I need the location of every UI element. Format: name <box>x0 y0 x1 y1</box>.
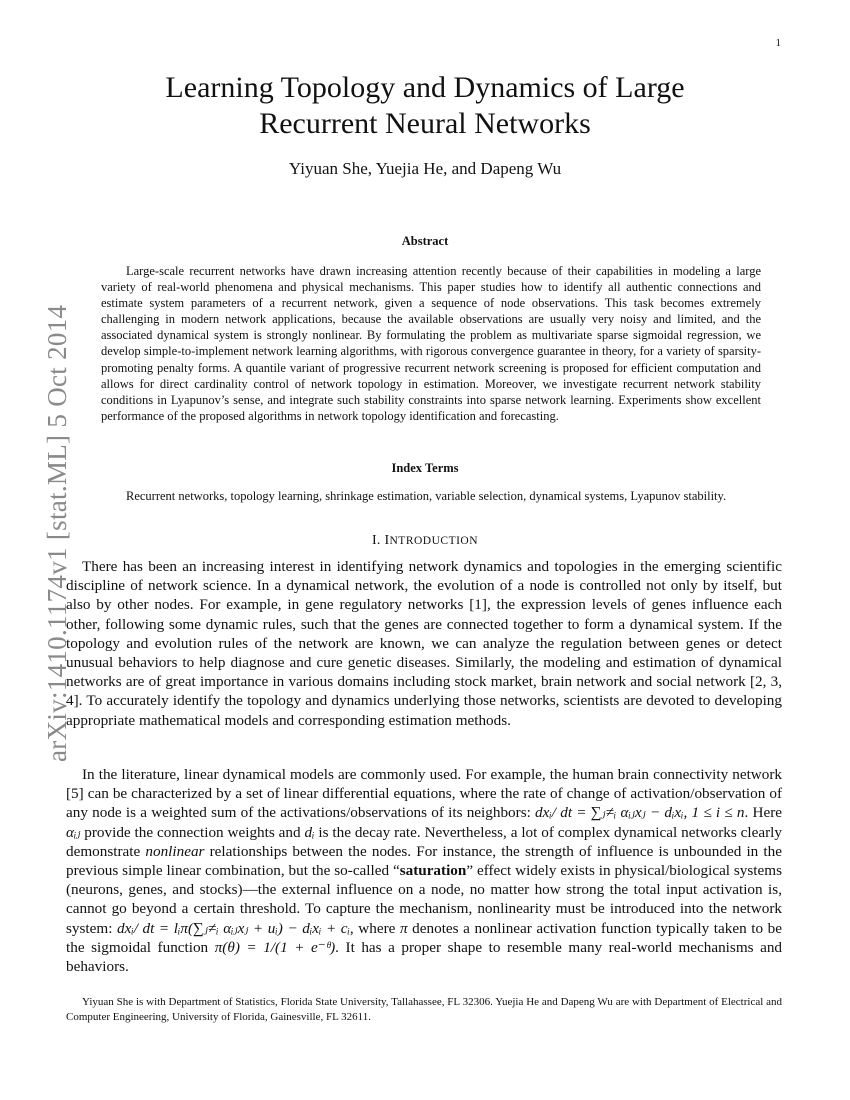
text-run: . Here <box>744 804 782 822</box>
symbol-pi: π <box>399 919 408 937</box>
introduction-heading <box>70 533 780 549</box>
paper-title <box>70 70 780 142</box>
intro-paragraph-1: There has been an increasing interest in identifying network dynamics and topologies in the emerging scientific discipline of network science. In a dynamical network, the evolution of a node is controlled not only by itself, but also by other nodes. For example, in gene regulatory networks [1], the expression levels of genes influence each other, following some dynamic rules, such that the genes are connected together to form a dynamical system. If the topology and evolution rules of the network are known, we can analyze the regulation between genes or detect unusual behaviors to help diagnose and cure genetic diseases. Similarly, the modeling and estimation of dynamical networks are of great importance in various domains including stock market, brain network and social network [2, 3, 4]. To accurately identify the topology and dynamics underlying those networks, scientists are devoted to developing appropriate mathematical models and corresponding estimation methods. <box>66 558 782 729</box>
authors: Yiyuan She, Yuejia He, and Dapeng Wu <box>288 159 562 178</box>
text-run: provide the connection weights and <box>80 823 305 841</box>
text-run: ” effect widely exists in physical/biological systems (neurons, genes, and stocks)—the external influence on a node, no matter how strong the total input activation is, cannot go beyond a certain threshold. To capture the mechanism, nonlinearity must be introduced into the network system: <box>66 862 782 937</box>
heading-initial: I <box>384 533 390 548</box>
text-run: relationships between the nodes. For instance, the strength of influence is unbounded in the previous simple linear combination, but the so-called “ <box>66 842 782 880</box>
heading-rest: NTRODUCTION <box>389 535 479 547</box>
index-terms-heading: Index Terms <box>391 461 459 475</box>
equation-sigmoid: π(θ) = 1/(1 + e⁻ᶿ) <box>214 938 336 956</box>
text-run: , where <box>349 919 400 937</box>
intro-paragraph-2 <box>66 765 782 976</box>
footnote: Yiyuan She is with Department of Statistics, Florida State University, Tallahassee, FL 32306. Yuejia He and Dapeng Wu are with Department of Electrical and Computer Engineering, University of Florida, Gainesville, FL 32611. <box>66 996 782 1023</box>
equation-nonlinear: dxᵢ/ dt = lᵢπ(∑ⱼ≠ᵢ αᵢⱼxⱼ + uᵢ) − dᵢxᵢ + cᵢ <box>117 919 350 937</box>
emph-nonlinear: nonlinear <box>145 842 205 860</box>
text-run: is the decay rate. Nevertheless, a lot of complex dynamical networks clearly demonstrate <box>66 823 782 860</box>
symbol-alpha: αᵢⱼ <box>66 823 81 841</box>
symbol-d: dᵢ <box>304 823 315 841</box>
page-number: 1 <box>775 37 781 49</box>
text-run: In the literature, linear dynamical models are commonly used. For example, the human brain connectivity network [5] can be characterized by a set of linear differential equations, where the rate of change of activation/observation of any node is a weighted sum of the activations/observations of its neighbors: <box>66 766 782 822</box>
index-terms-text: Recurrent networks, topology learning, shrinkage estimation, variable selection, dynamical systems, Lyapunov stability. <box>126 489 727 503</box>
title-line-2: Recurrent Neural Networks <box>259 107 591 140</box>
text-run: denotes a nonlinear activation function typically taken to be the sigmoidal function <box>66 919 782 956</box>
arxiv-stamp: arXiv:1410.1174v1 [stat.ML] 5 Oct 2014 <box>42 304 72 762</box>
equation-linear: dxᵢ/ dt = ∑ⱼ≠ᵢ αᵢⱼxⱼ − dᵢxᵢ, 1 ≤ i ≤ n <box>535 804 745 822</box>
abstract-text: Large-scale recurrent networks have drawn increasing attention recently because of their capabilities in modeling a large variety of real-world phenomena and physical mechanisms. This paper studies how to identify all authentic connections and estimate system parameters of a recurrent network, given a sequence of node observations. This task becomes extremely challenging in modern network applications, because the available observations are usually very noisy and limited, and the associated dynamical system is strongly nonlinear. By formulating the problem as multivariate sparse sigmoidal regression, we develop simple-to-implement network learning algorithms, with rigorous convergence guarantee in theory, for a variety of sparsity-promoting penalty forms. A quantile variant of progressive recurrent network screening is proposed for efficient computation and allows for direct cardinality control of network topology in estimation. Moreover, we investigate recurrent network stability conditions in Lyapunov’s sense, and integrate such stability constraints into sparse network learning. Experiments show excellent performance of the proposed algorithms in network topology identification and forecasting. <box>101 264 761 423</box>
section-numeral: I. <box>371 533 385 548</box>
abstract-heading: Abstract <box>401 234 449 248</box>
text-run: . It has a proper shape to resemble many real-world mechanisms and behaviors. <box>66 938 783 976</box>
bold-saturation: saturation <box>399 862 467 880</box>
title-line-1: Learning Topology and Dynamics of Large <box>165 71 685 104</box>
